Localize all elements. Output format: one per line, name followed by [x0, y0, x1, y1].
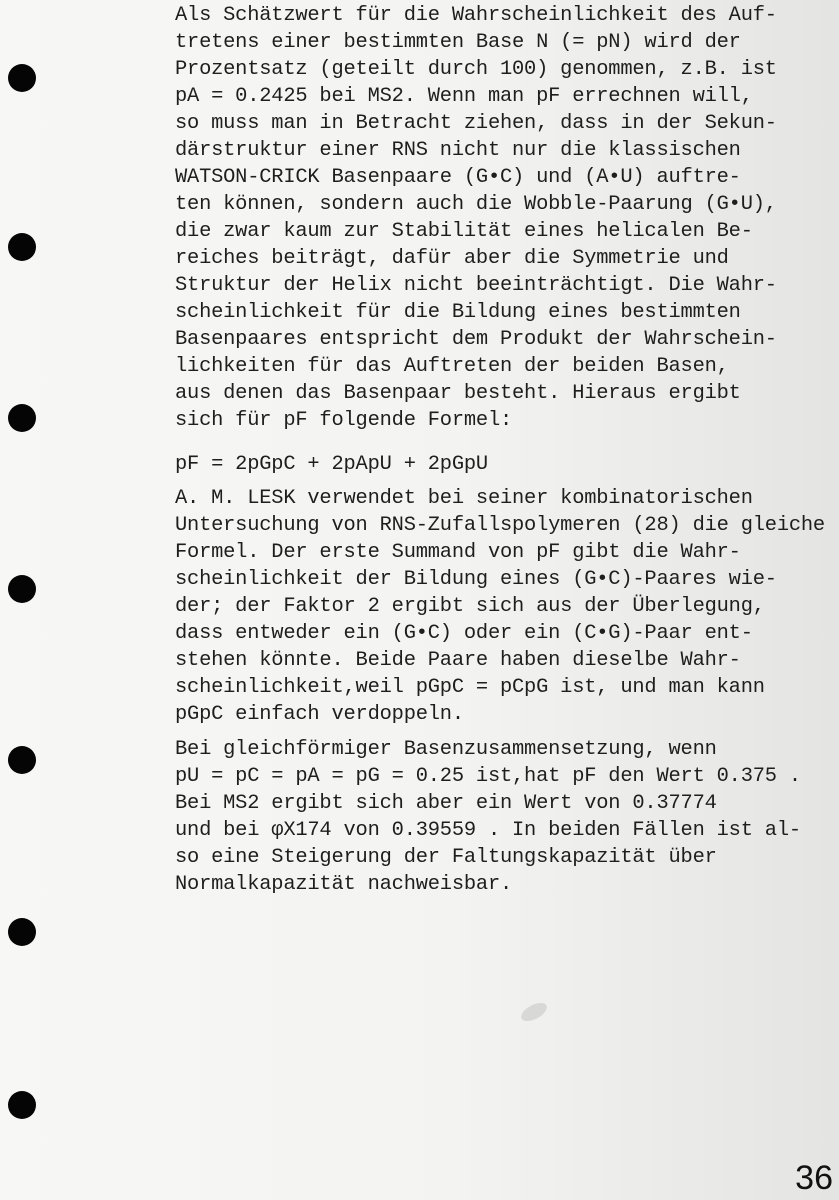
- text-line: und bei φX174 von 0.39559 . In beiden Fällen ist al-: [175, 819, 801, 842]
- text-line: Struktur der Helix nicht beeinträchtigt. Die Wahr-: [175, 274, 777, 297]
- text-line: A. M. LESK verwendet bei seiner kombinatorischen: [175, 487, 753, 510]
- text-line: dass entweder ein (G•C) oder ein (C•G)-Paar ent-: [175, 622, 753, 645]
- text-line: scheinlichkeit der Bildung eines (G•C)-Paares wie-: [175, 568, 777, 591]
- text-line: Untersuchung von RNS-Zufallspolymeren (28) die gleiche: [175, 514, 825, 537]
- text-line: Basenpaares entspricht dem Produkt der Wahrschein-: [175, 328, 777, 351]
- formula: pF = 2pGpC + 2pApU + 2pGpU: [175, 453, 488, 476]
- text-line: sich für pF folgende Formel:: [175, 409, 513, 432]
- paper-smudge: [518, 999, 549, 1025]
- text-line: Bei gleichförmiger Basenzusammensetzung, wenn: [175, 738, 717, 761]
- binder-hole-3: [8, 404, 36, 432]
- text-line: scheinlichkeit,weil pGpC = pCpG ist, und man kann: [175, 676, 765, 699]
- text-line: die zwar kaum zur Stabilität eines helicalen Be-: [175, 220, 753, 243]
- text-line: Als Schätzwert für die Wahrscheinlichkeit des Auf-: [175, 4, 777, 27]
- text-line: der; der Faktor 2 ergibt sich aus der Überlegung,: [175, 595, 765, 618]
- text-line: so eine Steigerung der Faltungskapazität über: [175, 846, 717, 869]
- binder-hole-2: [8, 233, 36, 261]
- text-line: WATSON-CRICK Basenpaare (G•C) und (A•U) auftre-: [175, 166, 741, 189]
- text-line: scheinlichkeit für die Bildung eines bestimmten: [175, 301, 741, 324]
- text-line: pGpC einfach verdoppeln.: [175, 703, 464, 726]
- text-line: so muss man in Betracht ziehen, dass in der Sekun-: [175, 112, 777, 135]
- text-line: därstruktur einer RNS nicht nur die klassischen: [175, 139, 741, 162]
- text-line: Normalkapazität nachweisbar.: [175, 873, 513, 896]
- binder-hole-6: [8, 918, 36, 946]
- text-line: stehen könnte. Beide Paare haben dieselbe Wahr-: [175, 649, 741, 672]
- text-line: Prozentsatz (geteilt durch 100) genommen, z.B. ist: [175, 58, 777, 81]
- text-line: pA = 0.2425 bei MS2. Wenn man pF errechnen will,: [175, 85, 753, 108]
- text-line: tretens einer bestimmten Base N (= pN) wird der: [175, 31, 741, 54]
- text-line: Formel. Der erste Summand von pF gibt die Wahr-: [175, 541, 741, 564]
- text-line: ten können, sondern auch die Wobble-Paarung (G•U),: [175, 193, 777, 216]
- binder-hole-7: [8, 1091, 36, 1119]
- binder-hole-5: [8, 746, 36, 774]
- text-line: reiches beiträgt, dafür aber die Symmetrie und: [175, 247, 729, 270]
- binder-hole-1: [8, 64, 36, 92]
- binder-hole-4: [8, 575, 36, 603]
- text-line: Bei MS2 ergibt sich aber ein Wert von 0.37774: [175, 792, 717, 815]
- text-line: pU = pC = pA = pG = 0.25 ist,hat pF den Wert 0.375 .: [175, 765, 801, 788]
- text-line: lichkeiten für das Auftreten der beiden Basen,: [175, 355, 729, 378]
- page-number: 36: [795, 1159, 833, 1197]
- text-line: aus denen das Basenpaar besteht. Hieraus ergibt: [175, 382, 741, 405]
